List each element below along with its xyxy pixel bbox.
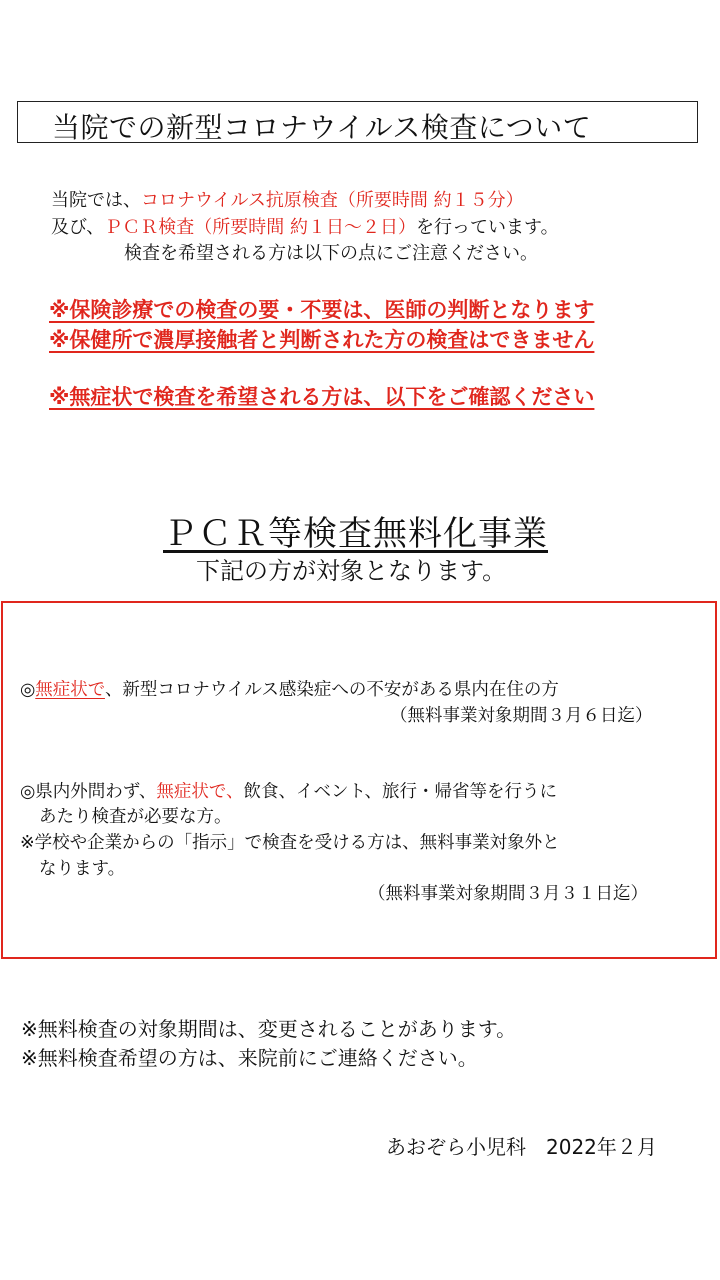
page-title: 当院での新型コロナウイルス検査について [52, 111, 592, 144]
intro-line-1-prefix: 当院では、 [51, 190, 141, 211]
item-1-text: 、新型コロナウイルス感染症への不安がある県内在住の方 [104, 680, 559, 700]
intro-line-3: 検査を希望される方は以下の点にご注意ください。 [124, 243, 538, 264]
section-subheading: 下記の方が対象となります。 [196, 557, 507, 585]
warning-close-contact: ※保健所で濃厚接触者と判断された方の検査はできません [49, 328, 595, 352]
item-2-period: （無料事業対象期間３月３１日迄） [368, 884, 648, 904]
item-1-mark: ◎ [20, 680, 36, 700]
item-2-asymptomatic: 無症状で、 [156, 782, 244, 802]
intro-line-2-suffix: を行っています。 [416, 217, 559, 238]
item-1-period: （無料事業対象期間３月６日迄） [390, 706, 653, 726]
eligibility-item-1 [20, 676, 559, 701]
section-heading: ＰＣＲ等検査無料化事業 [163, 514, 548, 554]
antigen-test-info: コロナウイルス抗原検査（所要時間 約１５分） [141, 190, 524, 211]
intro-line-2-prefix: 及び、 [51, 217, 105, 238]
item-1-asymptomatic: 無症状で [35, 680, 105, 700]
note-line-2: なります。 [39, 859, 126, 879]
footnote-contact-before-visit: ※無料検査希望の方は、来院前にご連絡ください。 [21, 1046, 478, 1070]
note-line-1: ※学校や企業からの「指示」で検査を受ける方は、無料事業対象外と [20, 833, 560, 853]
item-2-prefix: ◎県内外問わず、 [20, 782, 157, 802]
warning-insurance: ※保険診療での検査の要・不要は、医師の判断となります [49, 298, 595, 322]
intro-line-2 [51, 213, 559, 239]
footnote-period-change: ※無料検査の対象期間は、変更されることがあります。 [21, 1017, 517, 1041]
eligibility-item-2 [20, 778, 557, 803]
item-2-text: 飲食、イベント、旅行・帰省等を行うに [243, 782, 557, 802]
title-box [17, 101, 698, 143]
clinic-signature: あおぞら小児科 2022年２月 [386, 1135, 657, 1159]
intro-line-1 [51, 186, 524, 212]
warning-asymptomatic: ※無症状で検査を希望される方は、以下をご確認ください [49, 385, 595, 409]
item-2-line-2: あたり検査が必要な方。 [39, 807, 232, 827]
pcr-test-info: ＰＣＲ検査（所要時間 約１日～２日） [104, 217, 417, 238]
